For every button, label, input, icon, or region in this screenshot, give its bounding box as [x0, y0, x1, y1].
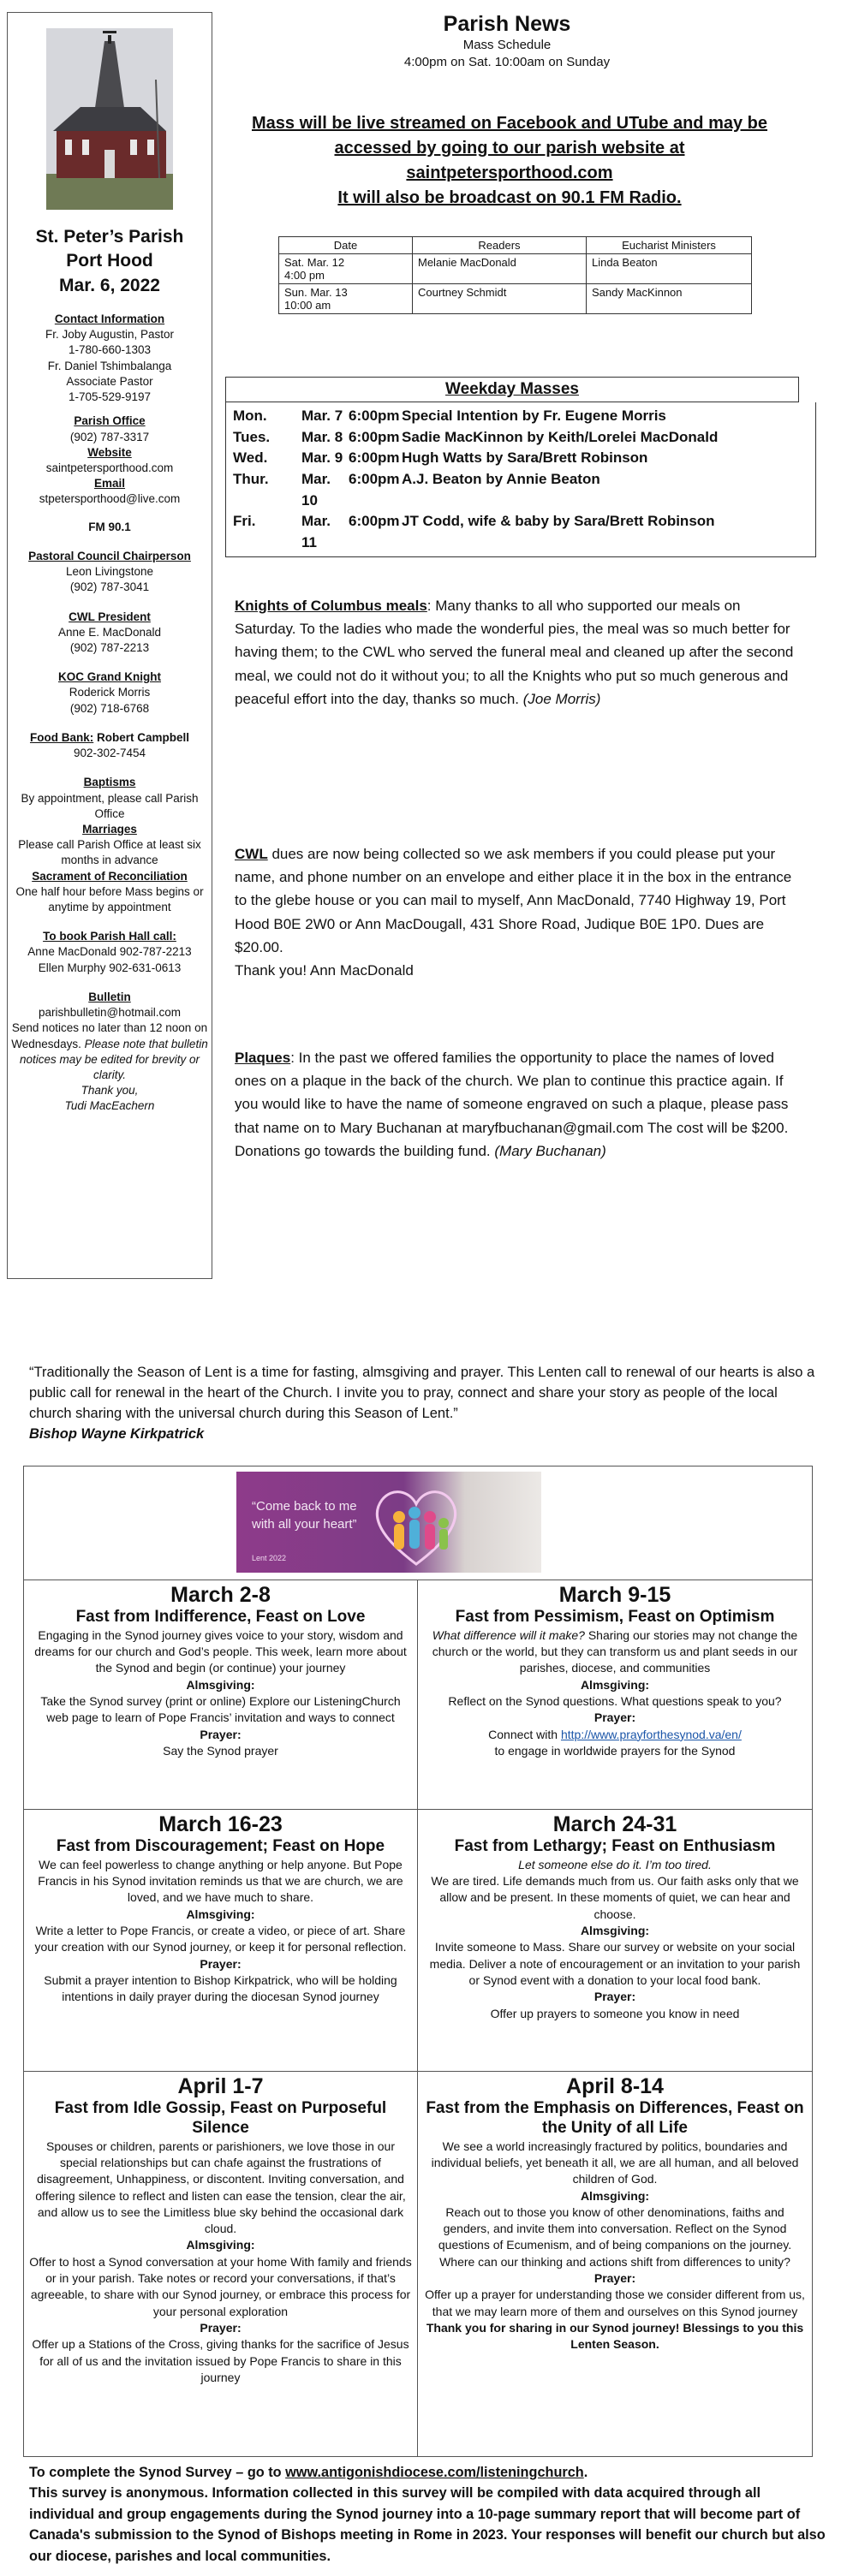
survey-pre: To complete the Synod Survey – go to	[29, 2465, 286, 2480]
prayer-label: Prayer:	[200, 1956, 242, 1971]
contact-heading: Contact Information	[54, 312, 165, 326]
prayer-label: Prayer:	[200, 1727, 242, 1741]
lent-calendar	[23, 1466, 813, 2457]
synod-survey	[29, 2462, 826, 2567]
intention: JT Codd, wife & baby by Sara/Brett Robinson	[402, 513, 715, 530]
plaques-text: : In the past we offered families the opportunity to place the names of loved ones on a plaque in the back of the church. We plan to continue this practice again. If you would like to have the name of someone engraved on such a plaque, please pass that name on to Mary Buchanan at maryfbuchanan@gmail.com The cost will be $200. Donations go towards the building fund.	[235, 1050, 789, 1159]
intention: Sadie MacKinnon by Keith/Lorelei MacDonald	[402, 428, 719, 445]
week-intro: We are tired. Life demands much from us. Our faith asks only that we allow and be present. In these moments of quiet, we can hear and choose.	[431, 1874, 799, 1921]
almsgiving-label: Almsgiving:	[580, 2188, 650, 2203]
synod-prayer-link[interactable]: http://www.prayforthesynod.va/en/	[560, 1727, 742, 1741]
livestream-line: It will also be broadcast on 90.1 FM Radio.	[337, 188, 682, 207]
cwl-thanks: Thank you! Ann MacDonald	[235, 961, 414, 979]
food-bank	[8, 730, 212, 761]
week-cell	[418, 1809, 812, 2071]
list-item	[233, 469, 808, 511]
almsgiving-label: Almsgiving:	[186, 1907, 255, 1921]
day: Wed.	[233, 449, 268, 467]
minister-cell: Linda Beaton	[587, 254, 752, 284]
office-phone: (902) 787-3317	[69, 430, 150, 443]
bulletin-info	[8, 990, 212, 1115]
week-intro: Engaging in the Synod journey gives voice to your story, wisdom and dreams for our church and God’s people. This week, learn more about the Synod and begin (or continue) your journey	[34, 1627, 407, 1675]
prayer-text: Say the Synod prayer	[163, 1743, 278, 1758]
marriages-text: Please call Parish Office at least six months in advance	[18, 838, 201, 867]
list-item	[233, 511, 808, 553]
week-theme: Fast from Idle Gossip, Feast on Purposeful Silence	[54, 2099, 387, 2137]
pcc-phone: (902) 787-3041	[69, 580, 150, 594]
bulletin-email[interactable]: parishbulletin@hotmail.com	[38, 1006, 182, 1020]
week-date: April 8-14	[566, 2074, 664, 2098]
prayer-label: Prayer:	[593, 1990, 636, 2004]
parish-title	[8, 225, 212, 298]
week-cell	[24, 2071, 418, 2456]
quote-author: Bishop Wayne Kirkpatrick	[29, 1425, 205, 1442]
banner-line: “Come back to me	[252, 1499, 357, 1514]
plaques-lead: Plaques	[235, 1050, 291, 1066]
prayer-text: Offer up a prayer for understanding those we consider different from us, that we may learn more of them and ourselves on this Synod journey	[425, 2287, 805, 2318]
week-cell	[24, 1580, 418, 1809]
survey-text: This survey is anonymous. Information collected in this survey will be compiled with data acquired through all individual and group engagements during the Synod journey into a 10-page summary report that will become part of Canada's submission to the Synod of Bishops meeting in Rome in 2023. Your responses will benefit our church but also our diocese, parishes and local communities.	[29, 2485, 826, 2564]
reconciliation-text: One half hour before Mass begins or anytime by appointment	[15, 884, 204, 914]
date: Mar. 9	[301, 449, 343, 467]
livestream-line[interactable]: saintpetersporthood.com	[406, 164, 613, 182]
hall-line: Anne MacDonald 902-787-2213	[27, 945, 192, 959]
column-header: Readers	[413, 237, 587, 254]
knights-text: : Many thanks to all who supported our meals on Saturday. To the ladies who made the wonderful pies, the meal was so much better for having them; to the CWL who served the funeral meal and cleaned up after the second meal, we could not do it without you; to all the Knights who put so much generous and peaceful effort into the day, thanks so much.	[235, 598, 794, 707]
week-date: March 24-31	[552, 1812, 677, 1836]
reconciliation-heading: Sacrament of Reconciliation	[32, 869, 188, 883]
hall-heading: To book Parish Hall call:	[43, 930, 176, 943]
date-cell	[279, 284, 413, 314]
livestream-line: accessed by going to our parish website at	[334, 139, 685, 158]
plaques-notice	[235, 1046, 796, 1163]
banner-line: with all your heart”	[252, 1517, 357, 1532]
time-line: 4:00 pm	[284, 269, 325, 282]
date: Mar. 11	[301, 513, 331, 550]
date-cell	[279, 254, 413, 284]
week-cell	[24, 1809, 418, 2071]
lent-banner	[236, 1472, 541, 1573]
closing-blessing: Thank you for sharing in our Synod journey! Blessings to you this Lenten Season.	[426, 2321, 804, 2352]
week-theme: Fast from the Emphasis on Differences, Feast on the Unity of all Life	[426, 2099, 804, 2137]
cwl-text: dues are now being collected so we ask members if you could please put your name, and phone number on an envelope and either place it in the box in the entrance to the glebe house or you can mail to myself, Ann MacDonald, 7740 Highway 19, Port Hood B0E 2W0 or Ann MacDougall, 431 Shore Road, Judique B0E 1P0. Dues are $20.00.	[235, 846, 792, 955]
time: 6:00pm	[349, 513, 400, 530]
day: Tues.	[233, 428, 271, 445]
contact-line: Associate Pastor	[66, 374, 153, 388]
bishop-quote	[29, 1363, 821, 1445]
table-row	[279, 284, 752, 314]
list-item	[233, 406, 808, 427]
prayer-text: Offer up a Stations of the Cross, giving thanks for the sacrifice of Jesus for all of us and the invitation issued by Pope Francis to share in this journey	[32, 2337, 409, 2384]
almsgiving-label: Almsgiving:	[186, 2238, 255, 2252]
pcc-name: Leon Livingstone	[65, 565, 154, 579]
contact-line: 1-705-529-9197	[68, 390, 152, 404]
baptisms-heading: Baptisms	[83, 776, 136, 789]
bulletin-date: Mar. 6, 2022	[59, 275, 160, 295]
hall-line: Ellen Murphy 902-631-0613	[38, 961, 182, 974]
list-item	[233, 448, 808, 469]
koc-phone: (902) 718-6768	[69, 701, 150, 715]
bulletin-deadline: Send notices no later than 12 noon on Wednesdays.	[11, 1021, 208, 1050]
contact-line: 1-780-660-1303	[68, 343, 152, 357]
koc-heading: KOC Grand Knight	[58, 670, 161, 684]
church-photo	[46, 28, 173, 210]
time: 6:00pm	[349, 470, 400, 487]
survey-post: .	[583, 2465, 588, 2480]
mass-schedule: Mass Schedule	[462, 38, 552, 52]
quote-text: “Traditionally the Season of Lent is a time for fasting, almsgiving and prayer. This Lenten call to renewal of our hearts is also a public call for renewal in the heart of the Church. I invite you to pray, connect and share your story as people of the local church sharing with the universal church during this Season of Lent.”	[29, 1365, 815, 1421]
almsgiving-text: Write a letter to Pope Francis, or create a video, or piece of art. Share your creation with our Synod journey, or keep it for personal reflection.	[34, 1924, 407, 1954]
day: Mon.	[233, 408, 267, 424]
parish-town: Port Hood	[66, 251, 153, 271]
prayer-text: Submit a prayer intention to Bishop Kirkpatrick, who will be holding intentions in daily prayer during the diocesan Synod journey	[44, 1972, 397, 2004]
reader-cell: Courtney Schmidt	[413, 284, 587, 314]
date: Mar. 8	[301, 428, 343, 445]
bulletin-heading: Bulletin	[88, 990, 131, 1003]
date: Mar. 7	[301, 408, 343, 424]
time: 6:00pm	[349, 428, 400, 445]
cwl-phone: (902) 787-2213	[69, 640, 150, 654]
week-date: April 1-7	[177, 2074, 264, 2098]
food-name: Robert Campbell	[93, 730, 189, 744]
weekday-masses	[225, 377, 799, 557]
almsgiving-text: Offer to host a Synod conversation at your home With family and friends or in your parish. Take notes or record your conversations, if that’s agreeable, to share with our Synod journey, or embrace this process for your personal exploration	[29, 2254, 412, 2318]
office-heading: Parish Office	[74, 414, 146, 428]
almsgiving-label: Almsgiving:	[580, 1924, 650, 1938]
week-intro: We can feel powerless to change anything or help anyone. But Pope Francis in his Synod invitation reminds us that we are church, we are loved, and we have much to share.	[38, 1857, 403, 1905]
livestream-notice	[231, 111, 788, 211]
website[interactable]: saintpetersporthood.com	[45, 461, 174, 474]
people-heart-icon	[365, 1478, 468, 1573]
koc-knight	[8, 669, 212, 717]
survey-link[interactable]: www.antigonishdiocese.com/listeningchurch	[285, 2465, 584, 2480]
week-date: March 9-15	[558, 1583, 671, 1607]
cwl-name: Anne E. MacDonald	[57, 625, 162, 639]
knights-lead: Knights of Columbus meals	[235, 598, 427, 614]
minister-cell: Sandy MacKinnon	[587, 284, 752, 314]
food-phone: 902-302-7454	[73, 747, 146, 760]
koc-name: Roderick Morris	[69, 686, 151, 699]
livestream-line: Mass will be live streamed on Facebook and UTube and may be	[251, 114, 768, 133]
almsgiving-label: Almsgiving:	[580, 1677, 650, 1692]
parish-name: St. Peter’s Parish	[35, 227, 184, 247]
mass-times: 4:00pm on Sat. 10:00am on Sunday	[403, 55, 611, 70]
bulletin-note: Please note that bulletin notices may be edited for brevity or clarity.	[19, 1037, 208, 1081]
intention: A.J. Beaton by Annie Beaton	[402, 470, 600, 487]
cwl-lead: CWL	[235, 846, 268, 862]
cwl-notice	[235, 842, 796, 982]
prayer-text: Connect with	[488, 1727, 561, 1741]
food-heading: Food Bank:	[29, 730, 94, 744]
week-intro: Sharing our stories may not change the church or the world, but they can transform us and plant seeds in our parishes, diocese, and communities	[432, 1627, 798, 1675]
banner-foot: Lent 2022	[252, 1554, 287, 1562]
column-header: Eucharist Ministers	[587, 237, 752, 254]
day: Thur.	[233, 470, 269, 487]
baptisms-text: By appointment, please call Parish Office	[21, 791, 199, 820]
time-line: 10:00 am	[284, 299, 331, 312]
parish-hall	[8, 929, 212, 976]
pcc-heading: Pastoral Council Chairperson	[28, 549, 191, 562]
knights-signature: (Joe Morris)	[522, 690, 601, 707]
list-item	[233, 427, 808, 449]
email-heading: Email	[93, 477, 126, 491]
marriages-heading: Marriages	[82, 822, 137, 836]
week-theme: Fast from Indifference, Feast on Love	[75, 1608, 366, 1626]
reader-cell: Melanie MacDonald	[413, 254, 587, 284]
contact-info	[8, 312, 212, 405]
week-cell	[418, 2071, 812, 2456]
knights-notice	[235, 594, 796, 711]
almsgiving-text: Invite someone to Mass. Share our survey or website on your social media. Deliver a note of encouragement or an invitation to your parish or Synod event with a donation to your local food bank.	[429, 1940, 801, 1987]
time: 6:00pm	[349, 408, 400, 424]
prayer-text: Offer up prayers to someone you know in need	[490, 2006, 740, 2020]
date: Mar. 10	[301, 470, 331, 509]
week-intro-italic: What difference will it make?	[432, 1627, 585, 1642]
week-intro: We see a world increasingly fractured by politics, boundaries and individual beliefs, yet beneath it all, we are all human, and all beloved children of God.	[431, 2139, 799, 2186]
fm-radio: FM 90.1	[88, 520, 131, 533]
week-date: March 16-23	[158, 1812, 283, 1836]
week-theme: Fast from Lethargy; Feast on Enthusiasm	[454, 1837, 776, 1855]
cwl-president	[8, 610, 212, 657]
ministers-table	[278, 236, 752, 314]
table-header-row	[279, 237, 752, 254]
day: Fri.	[233, 513, 256, 530]
contact-line: Fr. Joby Augustin, Pastor	[45, 328, 175, 342]
date-line: Sat. Mar. 12	[284, 256, 345, 269]
banner-text	[252, 1497, 357, 1533]
parish-office	[8, 413, 212, 507]
thanks: Thank you,	[81, 1084, 139, 1098]
almsgiving-label: Almsgiving:	[186, 1677, 255, 1692]
almsgiving-text: Take the Synod survey (print or online) Explore our ListeningChurch web page to learn of Pope Francis’ invitation and ways to connect	[40, 1694, 401, 1725]
week-theme: Fast from Discouragement; Feast on Hope	[56, 1837, 385, 1855]
column-header: Date	[279, 237, 413, 254]
prayer-label: Prayer:	[593, 1710, 636, 1725]
weekday-list	[225, 402, 816, 557]
email[interactable]: stpetersporthood@live.com	[39, 492, 181, 506]
contact-line: Fr. Daniel Tshimbalanga	[47, 359, 172, 372]
pastoral-council	[8, 549, 212, 596]
intention: Special Intention by Fr. Eugene Morris	[402, 408, 666, 424]
week-date: March 2-8	[170, 1583, 271, 1607]
weekday-title: Weekday Masses	[225, 377, 799, 402]
almsgiving-text: Reflect on the Synod questions. What questions speak to you?	[448, 1694, 782, 1709]
website-heading: Website	[87, 445, 132, 459]
intention: Hugh Watts by Sara/Brett Robinson	[402, 449, 648, 467]
signoff: Tudi MacEachern	[64, 1099, 155, 1113]
week-theme: Fast from Pessimism, Feast on Optimism	[455, 1608, 775, 1626]
time: 6:00pm	[349, 449, 400, 467]
week-cell	[418, 1580, 812, 1809]
prayer-text: to engage in worldwide prayers for the Synod	[494, 1743, 736, 1758]
sidebar	[7, 12, 212, 1279]
sacraments	[8, 775, 212, 915]
prayer-label: Prayer:	[593, 2271, 636, 2286]
date-line: Sun. Mar. 13	[284, 286, 348, 299]
almsgiving-text: Reach out to those you know of other denominations, faiths and genders, and invite them into conversation. Reflect on the Synod questions of Ecumenism, and of being companions on the journey. Where can our thinking and actions shift from differences to unity?	[438, 2204, 792, 2269]
plaques-signature: (Mary Buchanan)	[494, 1142, 606, 1159]
cwl-heading: CWL President	[69, 610, 151, 623]
page-title: Parish News	[443, 12, 571, 36]
prayer-label: Prayer:	[200, 2321, 242, 2335]
week-intro-italic: Let someone else do it. I’m too tired.	[518, 1857, 712, 1871]
table-row	[279, 254, 752, 284]
week-intro: Spouses or children, parents or parishioners, we love those in our special relationships but can chafe against the frustrations of disagreement, Unhappiness, or discontent. Inviting conversation, and offering silence to reflect and listen can ease the tension, clear the air, and allow us to see the Limitless blue sky behind the occasional dark cloud.	[35, 2139, 406, 2236]
parish-news-header	[224, 12, 790, 72]
